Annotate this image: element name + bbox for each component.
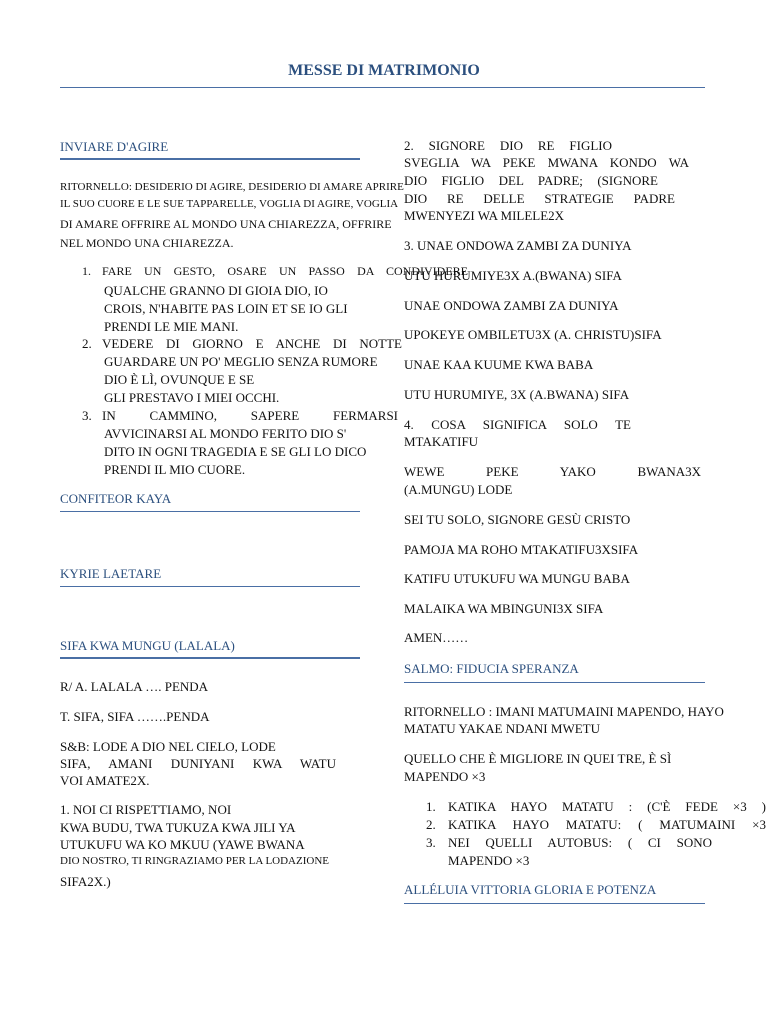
list-item-line: CROIS, N'HABITE PAS LOIN ET SE IO GLI: [104, 301, 348, 316]
list-number: 3.: [426, 835, 436, 850]
gloria-line: WEWE PEKE YAKO BWANA3X: [404, 464, 701, 479]
noi-line: KWA BUDU, TWA TUKUZA KWA JILI YA: [60, 820, 296, 835]
gloria-line: 4. COSA SIGNIFICA SOLO TE: [404, 417, 631, 432]
gloria-line: SEI TU SOLO, SIGNORE GESÙ CRISTO: [404, 512, 631, 527]
gloria-line: AMEN……: [404, 630, 469, 645]
noi-line: SIFA2X.): [60, 874, 111, 889]
list-item-line: DITO IN OGNI TRAGEDIA E SE GLI LO DICO: [104, 444, 367, 459]
heading-kyrie-underline: [60, 586, 360, 587]
sb-line: S&B: LODE A DIO NEL CIELO, LODE: [60, 739, 276, 754]
noi-line: DIO NOSTRO, TI RINGRAZIAMO PER LA LODAZIONE: [60, 855, 329, 867]
list-number: 2.: [426, 817, 436, 832]
list-number: 2.: [82, 336, 92, 351]
gloria-line: KATIFU UTUKUFU WA MUNGU BABA: [404, 571, 630, 586]
gloria-line: PAMOJA MA ROHO MTAKATIFU3XSIFA: [404, 542, 639, 557]
heading-inviare-underline: [60, 158, 360, 160]
gloria-line: DIO FIGLIO DEL PADRE; (SIGNORE: [404, 173, 658, 188]
page-title: MESSE DI MATRIMONIO: [288, 62, 480, 79]
ritornello-line-3: DI AMARE OFFRIRE AL MONDO UNA CHIAREZZA, OFFRIRE: [60, 217, 392, 231]
list-item: KATIKA HAYO MATATU : (C'È FEDE ×3 ): [448, 799, 766, 814]
noi-line: UTUKUFU WA KO MKUU (YAWE BWANA: [60, 837, 305, 852]
list-item-line: DIO È LÌ, OVUNQUE E SE: [104, 372, 255, 387]
title-divider: [60, 87, 705, 88]
list-item-line: PRENDI IL MIO CUORE.: [104, 462, 246, 477]
heading-sifa: SIFA KWA MUNGU (LALALA): [60, 638, 235, 653]
gloria-line: UTU HURUMIYE, 3X (A.BWANA) SIFA: [404, 387, 630, 402]
list-number: 3.: [82, 408, 92, 423]
heading-inviare: INVIARE D'AGIRE: [60, 139, 169, 154]
gloria-line: UPOKEYE OMBILETU3X (A. CHRISTU)SIFA: [404, 327, 662, 342]
heading-confiteor-underline: [60, 511, 360, 512]
list-item: KATIKA HAYO MATATU: ( MATUMAINI ×3: [448, 817, 766, 832]
gloria-line: MWENYEZI WA MILELE2X: [404, 208, 565, 223]
heading-salmo-underline: [404, 682, 705, 683]
list-item: NEI QUELLI AUTOBUS: ( CI SONO: [448, 835, 712, 850]
salmo-line: MAPENDO ×3: [404, 769, 486, 784]
ritornello-line-4: NEL MONDO UNA CHIAREZZA.: [60, 236, 234, 250]
gloria-line: UNAE ONDOWA ZAMBI ZA DUNIYA: [404, 298, 619, 313]
sb-line: VOI AMATE2X.: [60, 773, 150, 788]
gloria-line: MALAIKA WA MBINGUNI3X SIFA: [404, 601, 604, 616]
heading-alleluia: ALLÉLUIA VITTORIA GLORIA E POTENZA: [404, 882, 657, 897]
salmo-line: QUELLO CHE È MIGLIORE IN QUEI TRE, È SÌ: [404, 751, 672, 766]
salmo-line: MATATU YAKAE NDANI MWETU: [404, 721, 600, 736]
list-item-line: IN CAMMINO, SAPERE FERMARSI: [102, 408, 398, 423]
response-line: T. SIFA, SIFA …….PENDA: [60, 709, 210, 724]
list-item-line: GLI PRESTAVO I MIEI OCCHI.: [104, 390, 280, 405]
gloria-line: 3. UNAE ONDOWA ZAMBI ZA DUNIYA: [404, 238, 632, 253]
gloria-line: UNAE KAA KUUME KWA BABA: [404, 357, 594, 372]
heading-sifa-underline: [60, 657, 360, 659]
response-line: R/ A. LALALA …. PENDA: [60, 679, 209, 694]
gloria-line: DIO RE DELLE STRATEGIE PADRE: [404, 191, 675, 206]
list-item-line: FARE UN GESTO, OSARE UN PASSO DA CONDIVIDERE: [102, 264, 468, 278]
sb-line: SIFA, AMANI DUNIYANI KWA WATU: [60, 756, 336, 771]
list-item-line: VEDERE DI GIORNO E ANCHE DI NOTTE: [102, 336, 402, 351]
list-number: 1.: [426, 799, 436, 814]
gloria-line: SVEGLIA WA PEKE MWANA KONDO WA: [404, 155, 689, 170]
list-number: 1.: [82, 264, 91, 278]
list-item: MAPENDO ×3: [448, 853, 530, 868]
heading-confiteor: CONFITEOR KAYA: [60, 491, 172, 506]
ritornello-line-2: IL SUO CUORE E LE SUE TAPPARELLE, VOGLIA DI AGIRE, VOGLIA: [60, 198, 399, 210]
list-item-line: GUARDARE UN PO' MEGLIO SENZA RUMORE: [104, 354, 378, 369]
list-item-line: QUALCHE GRANNO DI GIOIA DIO, IO: [104, 283, 328, 298]
list-item-line: AVVICINARSI AL MONDO FERITO DIO S': [104, 426, 347, 441]
heading-alleluia-underline: [404, 903, 705, 904]
gloria-line: 2. SIGNORE DIO RE FIGLIO: [404, 138, 612, 153]
heading-kyrie: KYRIE LAETARE: [60, 566, 162, 581]
gloria-line: (A.MUNGU) LODE: [404, 482, 513, 497]
salmo-line: RITORNELLO : IMANI MATUMAINI MAPENDO, HAYO: [404, 704, 724, 719]
gloria-line: UTU HURUMIYE3X A.(BWANA) SIFA: [404, 268, 622, 283]
list-item-line: PRENDI LE MIE MANI.: [104, 319, 239, 334]
ritornello-line-1: RITORNELLO: DESIDERIO DI AGIRE, DESIDERIO DI AMARE APRIRE: [60, 181, 404, 193]
noi-line: 1. NOI CI RISPETTIAMO, NOI: [60, 802, 232, 817]
gloria-line: MTAKATIFU: [404, 434, 479, 449]
heading-salmo: SALMO: FIDUCIA SPERANZA: [404, 661, 579, 676]
